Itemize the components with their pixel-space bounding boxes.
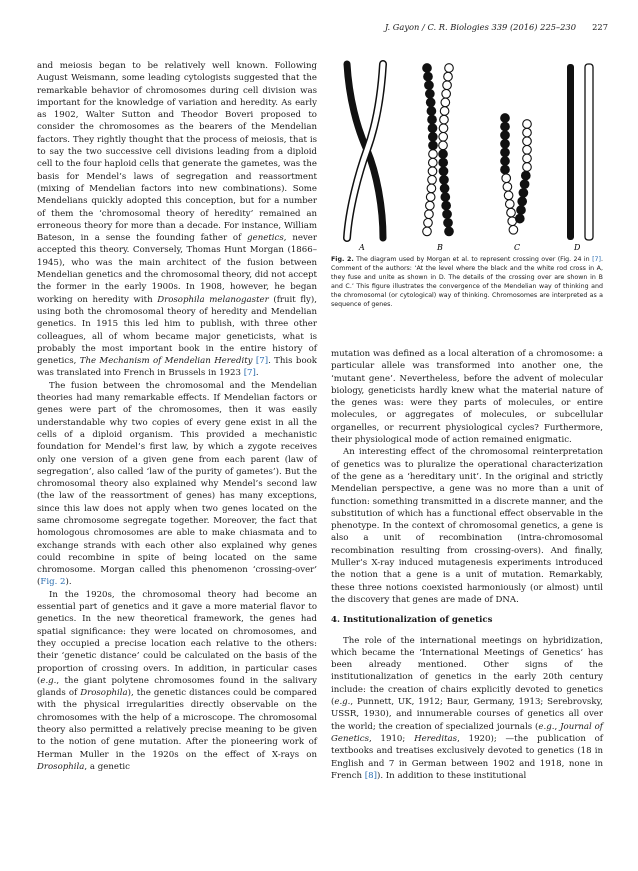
chromosome-diagram	[331, 58, 603, 253]
gene-bead	[445, 64, 454, 73]
gene-bead	[518, 197, 527, 206]
gene-bead	[441, 98, 450, 107]
gene-bead	[501, 148, 510, 157]
gene-bead	[501, 131, 510, 140]
gene-bead	[425, 81, 434, 90]
gene-bead	[443, 81, 452, 90]
figure-label-c: C	[514, 243, 521, 252]
gene-bead	[424, 72, 433, 81]
figure-label-d: D	[574, 243, 581, 252]
left-column	[37, 60, 317, 773]
gene-bead	[501, 140, 510, 149]
citation-link[interactable]: [8]	[364, 770, 377, 781]
gene-bead	[501, 165, 510, 174]
gene-bead	[428, 115, 437, 124]
citation-link[interactable]: [7]	[243, 368, 256, 379]
gene-bead	[523, 163, 532, 172]
gene-bead	[504, 191, 513, 200]
figure-link[interactable]: Fig. 2	[40, 577, 66, 588]
gene-bead	[426, 90, 435, 99]
gene-bead	[439, 158, 448, 167]
gene-bead	[427, 184, 436, 193]
gene-bead	[501, 157, 510, 166]
gene-bead	[429, 141, 438, 150]
paragraph: mutation was defined as a local alteration of a chromosome: a particular allele was transformed into another one, the ‘mutant gene’. Nevertheless, before the advent of molecular biology, geneticists hardly knew what the material nature of the genes was: were they parts of molecules, or entire molecules, or aggregates of molecules, or subcellular organelles, or recurrent physiological cycles? Furthermore, their physiological mode of action remained enigmatic.	[331, 349, 603, 446]
gene-bead	[428, 124, 437, 133]
gene-bead	[506, 200, 515, 209]
rods-crossing-a	[347, 64, 383, 238]
gene-bead	[445, 227, 454, 236]
gene-bead	[522, 171, 531, 180]
gene-bead	[523, 154, 532, 163]
gene-bead	[439, 124, 448, 133]
citation-link[interactable]: [7]	[592, 256, 601, 263]
figure-label-b: B	[437, 243, 443, 252]
gene-bead	[424, 219, 433, 228]
right-column	[331, 348, 603, 782]
gene-bead	[502, 174, 511, 183]
paragraph: An interesting effect of the chromosomal reinterpretation of genetics was to pluralize the operational characterization of the gene as a ‘hereditary unit’. In the original and strictly Mendelian perspective, a gene was no more than a unit of function: something transmitted in a discrete manner, and the substitution of which has a functional effect observable in the phenotype. In the context of chromosomal genetics, a gene is also a unit of recombination (intra-chromosomal recombination resulting from crossing-overs). And finally, Muller’s X-ray induced mutagenesis experiments introduced the notion that a gene is a unit of mutation. Remarkably, these three notions coexisted harmoniously (or almost) until the discovery that genes are made of DNA.	[331, 447, 603, 605]
gene-bead	[439, 133, 448, 142]
gene-bead	[443, 210, 452, 219]
gene-bead	[426, 201, 435, 210]
gene-bead	[444, 219, 453, 228]
gene-bead	[440, 176, 449, 185]
gene-bead	[523, 120, 532, 129]
gene-bead	[523, 146, 532, 155]
paragraph: The role of the international meetings on hybridization, which became the ‘International Meetings of Genetics’ has been already mentioned. Other signs of the institutionalization of genetics in the early 20th century include: the creation of chairs explicitly devoted to genetics (e.g., Punnett, UK, 1912; Baur, Germany, 1913; Serebrovsky, USSR, 1930), and innumerable courses of genetics all over the world; the creation of specialized journals (e.g., Journal of Genetics, 1910; Hereditas, 1920); —the publication of textbooks and treatises exclusively devoted to genetics (18 in English and 7 in German between 1902 and 1918, none in French [8]). In addition to these institutional	[331, 635, 603, 781]
paragraph: In the 1920s, the chromosomal theory had become an essential part of genetics and it gave a more material flavor to genetics. In the new theoretical framework, the genes had spatial significance: they were located on chromosomes, and they occupied a precise location each relative to the others: their ‘genetic distance’ could be calculated on the basis of the proportion of crossing overs. In addition, in particular cases (e.g., the giant polytene chromosomes found in the salivary glands of Drosophila), the genetic distances could be compared with the physical irregularities directly observable on the chromosomes with the help of a microscope. The chromosomal theory also permitted a relatively precise meaning to be given to the notion of gene mutation. After the pioneering work of Herman Muller in the 1920s on the effect of X-rays on Drosophila, a genetic	[37, 589, 318, 772]
paragraph: and meiosis began to be relatively well known. Following August Weismann, some leading cytologists suggested that the remarkable behavior of chromosomes during cell division was important for the knowledge of variation and heredity. As early as 1902, Walter Sutton and Theodor Boveri proposed to consider the chromosomes as the bearers of the Mendelian factors. They rightly thought that the process of meiosis, that is to say the two successive cell divisions leading from a diploid cell to the four haploid cells that generate the gametes, was the basis for Mendel’s laws of segregation and reassortment (mixing of Mendelian factors into new combinations). Some Mendelians quickly adopted this conception, but for a number of them the ‘chromosomal theory of heredity’ remained an erroneous theory for more than a decade. For instance, William Bateson, in a sense the founding father of genetics, never accepted this theory. Conversely, Thomas Hunt Morgan (1866–1945), who was the main architect of the fusion between Mendelian genetics and the chromosomal theory, did not accept the former in the early 1900s. In 1908, however, he began working on heredity with Drosophila melanogaster (fruit fly), using both the chromosomal theory of heredity and Mendelian genetics. In 1915 this led him to publish, with three other colleagues, all of whom became major geneticists, what is probably the most important book in the entire history of genetics, The Mechanism of Mendelian Heredity [7]. This book was translated into French in Brussels in 1923 [7].	[37, 61, 317, 379]
gene-bead	[507, 208, 516, 217]
bead-chains-c	[501, 114, 532, 234]
gene-bead	[423, 227, 432, 236]
gene-bead	[523, 128, 532, 137]
gene-bead	[427, 107, 436, 116]
gene-bead	[519, 189, 528, 198]
gene-bead	[501, 122, 510, 131]
figure-caption: Fig. 2. The diagram used by Morgan et al. to represent crossing over (Fig. 24 in [7]. Comment of the authors: ‘At the level where the black and the white rod cross in A, they fuse and unite as shown in D. The details of the crossing over are shown in B and C.’ This figure illustrates the convergence of the Mendelian way of thinking and the chromosomal (or cytological) way of thinking. Chromosomes are interpreted as a sequence of genes.	[331, 256, 604, 308]
gene-bead	[516, 214, 525, 223]
gene-bead	[503, 183, 512, 192]
gene-bead	[439, 150, 448, 159]
gene-bead	[439, 141, 448, 150]
gene-bead	[523, 137, 532, 146]
gene-bead	[440, 184, 449, 193]
gene-bead	[520, 180, 529, 189]
gene-bead	[426, 193, 435, 202]
page-number: 227	[592, 22, 608, 32]
running-header	[0, 22, 638, 36]
gene-bead	[442, 201, 451, 210]
section-heading: 4. Institutionalization of genetics	[331, 615, 493, 626]
gene-bead	[501, 114, 510, 123]
gene-bead	[428, 167, 437, 176]
gene-bead	[423, 64, 432, 73]
gene-bead	[444, 72, 453, 81]
gene-bead	[429, 150, 438, 159]
gene-bead	[517, 206, 526, 215]
bead-chains-b	[423, 64, 454, 236]
citation-link[interactable]: [7]	[255, 356, 269, 367]
gene-bead	[426, 98, 435, 107]
gene-bead	[428, 176, 437, 185]
gene-bead	[429, 158, 438, 167]
gene-bead	[425, 210, 434, 219]
gene-bead	[440, 115, 449, 124]
journal-citation: J. Gayon / C. R. Biologies 339 (2016) 225–230	[384, 22, 576, 32]
figure-label-a: A	[359, 243, 365, 252]
gene-bead	[439, 167, 448, 176]
paragraph: The fusion between the chromosomal and the Mendelian theories had many remarkable effects. If Mendelian factors or genes were part of the chromosomes, then it was easily understandable why two copies of every gene exist in all the cells of a diploid organism. This provided a mechanistic foundation for Mendel’s first law, by which a zygote receives only one version of a given gene from each parent (law of segregation’, also called ‘law of the purity of gametes’). But the chromosomal theory also explained why Mendel’s second law (the law of the reassortment of genes) has many exceptions, since this law does not apply when two genes located on the same chromosome segregate together. Moreover, the fact that homologous chromosomes are able to make chiasmata and to exchange strands with each other also explained why genes could recombine in spite of being located on the same chromosome. Morgan called this phenomenon ‘crossing-over’ (Fig. 2).	[37, 380, 317, 588]
gene-bead	[442, 90, 451, 99]
rods-separated-d	[567, 64, 593, 240]
gene-bead	[441, 193, 450, 202]
gene-bead	[429, 133, 438, 142]
gene-bead	[509, 226, 518, 235]
gene-bead	[440, 107, 449, 116]
